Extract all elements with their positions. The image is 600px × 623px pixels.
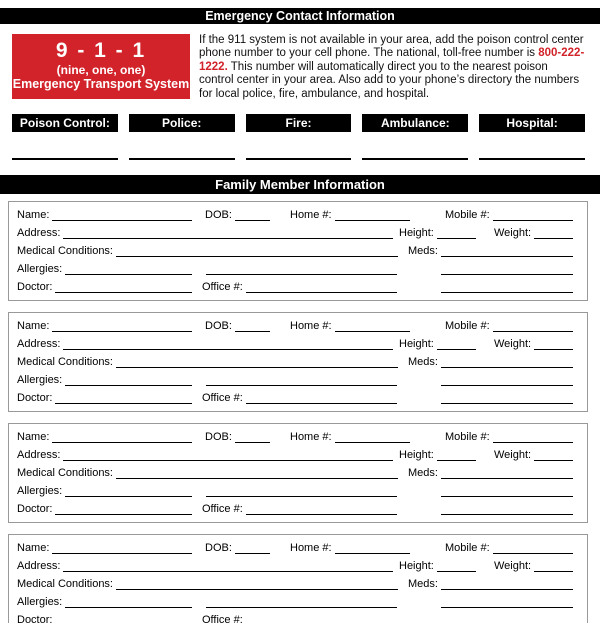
meds-continued-input-line[interactable] xyxy=(441,482,573,497)
medical-conditions-label: Medical Conditions: xyxy=(17,467,113,480)
address-input-line[interactable] xyxy=(63,335,393,350)
mobile-phone-label: Mobile #: xyxy=(445,431,490,444)
home-phone-input-line[interactable] xyxy=(335,539,410,554)
mobile-phone-input-line[interactable] xyxy=(493,317,573,332)
doctor-input-line[interactable] xyxy=(55,278,192,293)
doctor-input-line[interactable] xyxy=(55,500,192,515)
allergies-input-line[interactable] xyxy=(65,482,192,497)
poison-control-phone-number: 800-222-1222. xyxy=(199,47,585,73)
allergies-label: Allergies: xyxy=(17,485,63,498)
fire-label: Fire: xyxy=(246,114,352,132)
name-label: Name: xyxy=(17,320,50,333)
meds-continued-input-line-2[interactable] xyxy=(441,611,573,623)
height-label: Height: xyxy=(399,227,434,240)
police-label: Police: xyxy=(129,114,235,132)
weight-label: Weight: xyxy=(494,449,532,462)
hospital-label: Hospital: xyxy=(479,114,585,132)
medical-conditions-input-line[interactable] xyxy=(116,464,398,479)
doctor-input-line[interactable] xyxy=(55,389,192,404)
home-phone-label: Home #: xyxy=(290,209,332,222)
family-member-block xyxy=(8,423,588,523)
allergies-continued-input-line[interactable] xyxy=(206,593,397,608)
allergies-input-line[interactable] xyxy=(65,260,192,275)
name-label: Name: xyxy=(17,431,50,444)
home-phone-input-line[interactable] xyxy=(335,428,410,443)
meds-continued-input-line-2[interactable] xyxy=(441,500,573,515)
meds-label: Meds: xyxy=(408,578,438,591)
weight-input-line[interactable] xyxy=(534,557,573,572)
meds-label: Meds: xyxy=(408,356,438,369)
medical-conditions-input-line[interactable] xyxy=(116,242,398,257)
mobile-phone-label: Mobile #: xyxy=(445,209,490,222)
allergies-input-line[interactable] xyxy=(65,593,192,608)
police-input-line[interactable] xyxy=(129,132,235,160)
height-input-line[interactable] xyxy=(437,446,476,461)
dob-label: DOB: xyxy=(205,431,232,444)
dob-input-line[interactable] xyxy=(235,428,270,443)
intro-section xyxy=(12,34,585,101)
meds-continued-input-line[interactable] xyxy=(441,371,573,386)
height-input-line[interactable] xyxy=(437,335,476,350)
medical-conditions-input-line[interactable] xyxy=(116,353,398,368)
address-input-line[interactable] xyxy=(63,557,393,572)
911-number: 9 - 1 - 1 xyxy=(55,39,147,62)
home-phone-label: Home #: xyxy=(290,320,332,333)
section-header-family xyxy=(0,175,600,194)
weight-input-line[interactable] xyxy=(534,224,573,239)
allergies-label: Allergies: xyxy=(17,374,63,387)
doctor-label: Doctor: xyxy=(17,281,53,294)
poison-control-input-line[interactable] xyxy=(12,132,118,160)
meds-continued-input-line[interactable] xyxy=(441,593,573,608)
name-input-line[interactable] xyxy=(52,206,192,221)
doctor-label: Doctor: xyxy=(17,503,53,516)
address-label: Address: xyxy=(17,338,61,351)
office-phone-label: Office #: xyxy=(202,392,243,405)
name-label: Name: xyxy=(17,542,50,555)
intro-paragraph xyxy=(199,34,585,101)
mobile-phone-input-line[interactable] xyxy=(493,539,573,554)
office-phone-label: Office #: xyxy=(202,503,243,516)
dob-input-line[interactable] xyxy=(235,539,270,554)
family-members-list xyxy=(0,201,600,623)
height-label: Height: xyxy=(399,338,434,351)
doctor-input-line[interactable] xyxy=(55,611,192,623)
medical-conditions-input-line[interactable] xyxy=(116,575,398,590)
dob-label: DOB: xyxy=(205,542,232,555)
doctor-label: Doctor: xyxy=(17,392,53,405)
poison-control-label: Poison Control: xyxy=(12,114,118,132)
hospital-input-line[interactable] xyxy=(479,132,585,160)
office-phone-input-line[interactable] xyxy=(246,611,397,623)
office-phone-input-line[interactable] xyxy=(246,500,397,515)
section-header-emergency xyxy=(0,8,600,24)
office-phone-input-line[interactable] xyxy=(246,389,397,404)
height-input-line[interactable] xyxy=(437,557,476,572)
dob-input-line[interactable] xyxy=(235,317,270,332)
name-label: Name: xyxy=(17,209,50,222)
medical-conditions-label: Medical Conditions: xyxy=(17,578,113,591)
address-label: Address: xyxy=(17,227,61,240)
doctor-label: Doctor: xyxy=(17,614,53,623)
meds-input-line[interactable] xyxy=(441,464,573,479)
dob-label: DOB: xyxy=(205,320,232,333)
height-label: Height: xyxy=(399,560,434,573)
height-label: Height: xyxy=(399,449,434,462)
meds-label: Meds: xyxy=(408,467,438,480)
emergency-section-title: Emergency Contact Information xyxy=(205,9,395,23)
medical-conditions-label: Medical Conditions: xyxy=(17,356,113,369)
meds-continued-input-line-2[interactable] xyxy=(441,389,573,404)
meds-continued-input-line[interactable] xyxy=(441,260,573,275)
name-input-line[interactable] xyxy=(52,539,192,554)
emergency-numbers-labels xyxy=(12,114,585,132)
emergency-contact-form xyxy=(0,8,600,623)
weight-input-line[interactable] xyxy=(534,335,573,350)
home-phone-label: Home #: xyxy=(290,431,332,444)
office-phone-label: Office #: xyxy=(202,614,243,623)
family-member-block xyxy=(8,312,588,412)
911-badge xyxy=(12,34,190,99)
allergies-continued-input-line[interactable] xyxy=(206,371,397,386)
name-input-line[interactable] xyxy=(52,428,192,443)
mobile-phone-input-line[interactable] xyxy=(493,428,573,443)
office-phone-input-line[interactable] xyxy=(246,278,397,293)
home-phone-label: Home #: xyxy=(290,542,332,555)
office-phone-label: Office #: xyxy=(202,281,243,294)
allergies-input-line[interactable] xyxy=(65,371,192,386)
address-label: Address: xyxy=(17,449,61,462)
intro-text-after: This number will automatically direct you to the nearest poison control center in your area. Also add to your phone’s directory the numbers for local police, fire, ambulance, and hospital. xyxy=(199,60,580,100)
meds-input-line[interactable] xyxy=(441,575,573,590)
name-input-line[interactable] xyxy=(52,317,192,332)
weight-input-line[interactable] xyxy=(534,446,573,461)
address-input-line[interactable] xyxy=(63,446,393,461)
weight-label: Weight: xyxy=(494,338,532,351)
emergency-numbers-inputs xyxy=(12,132,585,160)
mobile-phone-input-line[interactable] xyxy=(493,206,573,221)
mobile-phone-label: Mobile #: xyxy=(445,542,490,555)
ambulance-label: Ambulance: xyxy=(362,114,468,132)
mobile-phone-label: Mobile #: xyxy=(445,320,490,333)
intro-text-before: If the 911 system is not available in your area, add the poison control center phone number to your cell phone. The national, toll-free number is xyxy=(199,34,584,60)
dob-label: DOB: xyxy=(205,209,232,222)
allergies-label: Allergies: xyxy=(17,596,63,609)
allergies-continued-input-line[interactable] xyxy=(206,482,397,497)
allergies-continued-input-line[interactable] xyxy=(206,260,397,275)
fire-input-line[interactable] xyxy=(246,132,352,160)
meds-input-line[interactable] xyxy=(441,353,573,368)
dob-input-line[interactable] xyxy=(235,206,270,221)
family-member-block xyxy=(8,201,588,301)
ambulance-input-line[interactable] xyxy=(362,132,468,160)
address-input-line[interactable] xyxy=(63,224,393,239)
medical-conditions-label: Medical Conditions: xyxy=(17,245,113,258)
weight-label: Weight: xyxy=(494,560,532,573)
meds-label: Meds: xyxy=(408,245,438,258)
home-phone-input-line[interactable] xyxy=(335,317,410,332)
home-phone-input-line[interactable] xyxy=(335,206,410,221)
911-system-label: Emergency Transport System xyxy=(12,77,190,91)
meds-input-line[interactable] xyxy=(441,242,573,257)
allergies-label: Allergies: xyxy=(17,263,63,276)
height-input-line[interactable] xyxy=(437,224,476,239)
meds-continued-input-line-2[interactable] xyxy=(441,278,573,293)
weight-label: Weight: xyxy=(494,227,532,240)
family-member-block xyxy=(8,534,588,623)
family-section-title: Family Member Information xyxy=(215,177,385,193)
911-words: (nine, one, one) xyxy=(56,63,146,77)
address-label: Address: xyxy=(17,560,61,573)
